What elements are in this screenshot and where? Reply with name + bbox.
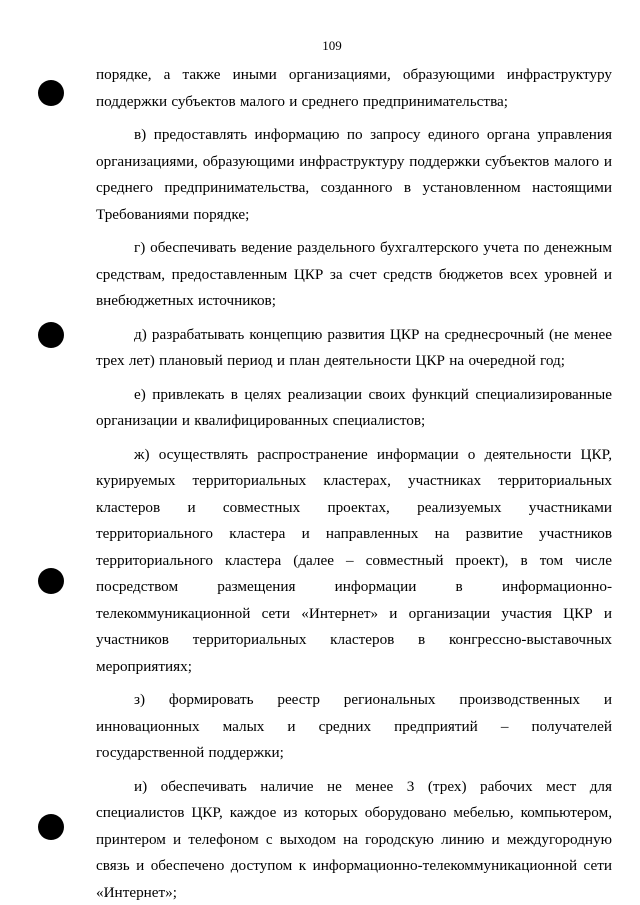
paragraph-item-e: е) привлекать в целях реализации своих функций специализированные организации и квалифицированных специалистов; (96, 385, 612, 429)
paragraph-item-d: д) разрабатывать концепцию развития ЦКР на среднесрочный (не менее трех лет) плановый период и план деятельности ЦКР на очередной год; (96, 325, 612, 369)
paragraph-item-z: з) формировать реестр региональных производственных и инновационных малых и средних предприятий – получателей государственной поддержки; (96, 691, 612, 761)
paragraph-item-g: г) обеспечивать ведение раздельного бухгалтерского учета по денежным средствам, предоставленным ЦКР за счет средств бюджетов всех уровней и внебюджетных источников; (96, 239, 612, 309)
paragraph-item-zh: ж) осуществлять распространение информации о деятельности ЦКР, курируемых территориальных кластерах, участниках территориальных кластеров и совместных проектах, реализуемых участниками территориального кластера и направленных на развитие участников территориального кластера (далее – совместный проект), в том числе посредством размещения информации в информационно-телекоммуникационной сети «Интернет» и организации участия ЦКР и участников территориальных кластеров в конгрессно-выставочных мероприятиях; (96, 445, 612, 675)
paragraph-item-v: в) предоставлять информацию по запросу единого органа управления организациями, образующими инфраструктуру поддержки субъектов малого и среднего предпринимательства, созданного в установленном настоящими Требованиями порядке; (96, 126, 612, 223)
punch-hole-2 (38, 322, 64, 348)
punch-hole-4 (38, 814, 64, 840)
page-number: 109 (322, 38, 342, 53)
paragraph-continuation-line-2: поддержки субъектов малого и среднего предпринимательства; (96, 92, 508, 110)
paragraph-item-i: и) обеспечивать наличие не менее 3 (трех) рабочих мест для специалистов ЦКР, каждое из которых оборудовано мебелью, компьютером, принтером и телефоном с выходом на городскую линию и междугородную связь и обеспечено доступом к информационно-телекоммуникационной сети «Интернет»; (96, 777, 612, 901)
paragraph-continuation-line-1: порядке, а также иными организациями, образующими инфраструктуру (96, 66, 612, 83)
punch-hole-1 (38, 80, 64, 106)
punch-hole-3 (38, 568, 64, 594)
document-body (96, 62, 612, 905)
